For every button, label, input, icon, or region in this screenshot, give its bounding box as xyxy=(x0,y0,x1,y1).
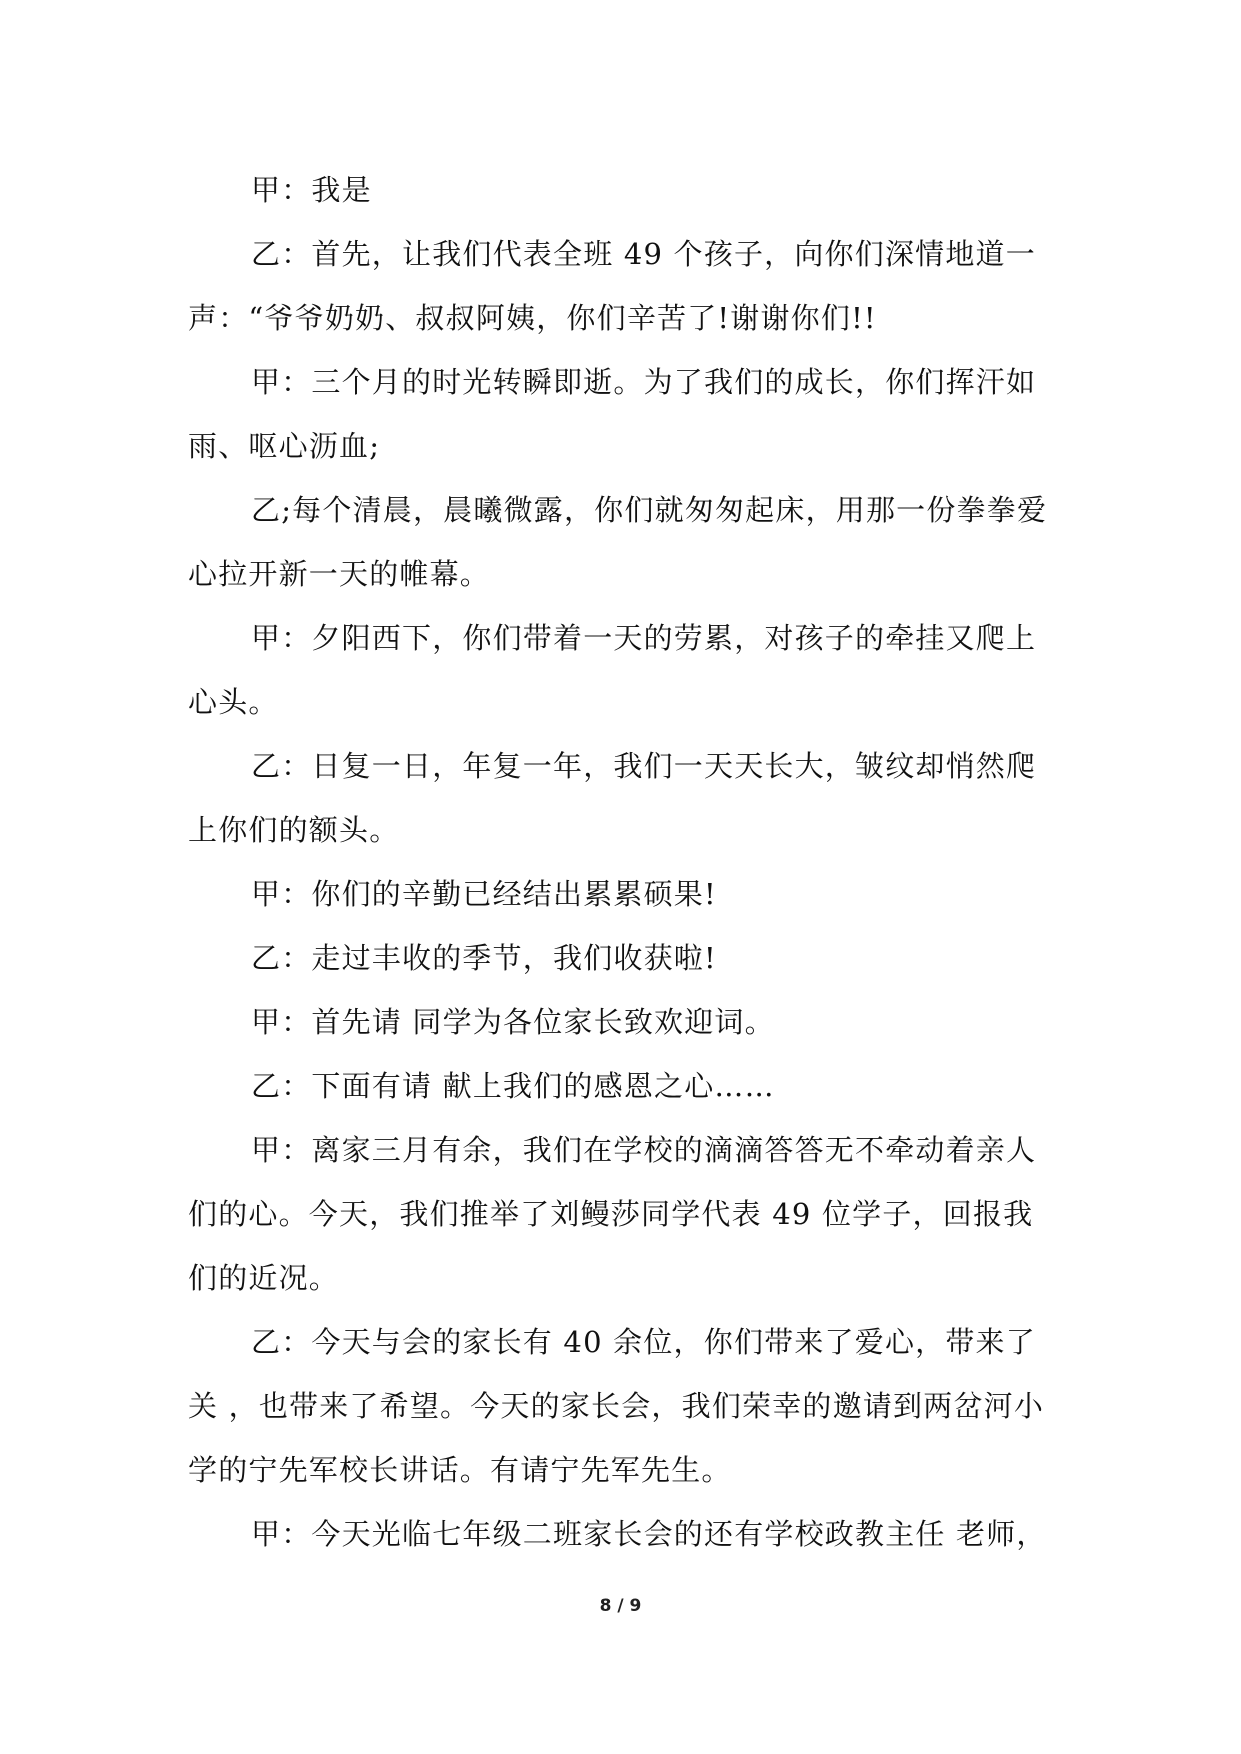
paragraph: 甲：夕阳西下，你们带着一天的劳累，对孩子的牵挂又爬上心头。 xyxy=(188,621,1037,719)
paragraph: 甲：我是 xyxy=(251,173,372,207)
paragraph: 甲：今天光临七年级二班家长会的还有学校政教主任 老师， xyxy=(251,1517,1047,1551)
paragraph: 甲：你们的辛勤已经结出累累硕果! xyxy=(251,877,717,911)
page-number: 8 / 9 xyxy=(599,1596,642,1616)
paragraph: 乙;每个清晨，晨曦微露，你们就匆匆起床，用那一份拳拳爱心拉开新一天的帷幕。 xyxy=(188,493,1048,591)
paragraph: 乙：首先，让我们代表全班 49 个孩子，向你们深情地道一声：“爷爷奶奶、叔叔阿姨，你们辛苦了!谢谢你们!! xyxy=(188,237,1036,335)
paragraph: 甲：三个月的时光转瞬即逝。为了我们的成长，你们挥汗如雨、呕心沥血; xyxy=(188,365,1037,463)
document-body xyxy=(188,158,1058,1566)
paragraph: 乙：日复一日，年复一年，我们一天天长大，皱纹却悄然爬上你们的额头。 xyxy=(188,749,1037,847)
paragraph: 甲：首先请 同学为各位家长致欢迎词。 xyxy=(251,1005,775,1039)
paragraph: 乙：走过丰收的季节，我们收获啦! xyxy=(251,941,717,975)
paragraph: 甲：离家三月有余，我们在学校的滴滴答答无不牵动着亲人们的心。今天，我们推举了刘鳗莎同学代表 49 位学子，回报我们的近况。 xyxy=(188,1133,1037,1295)
paragraph: 乙：下面有请 献上我们的感恩之心…… xyxy=(251,1069,775,1103)
paragraph: 乙：今天与会的家长有 40 余位，你们带来了爱心，带来了关 ，也带来了希望。今天的家长会，我们荣幸的邀请到两岔河小学的宁先军校长讲话。有请宁先军先生。 xyxy=(188,1325,1045,1487)
